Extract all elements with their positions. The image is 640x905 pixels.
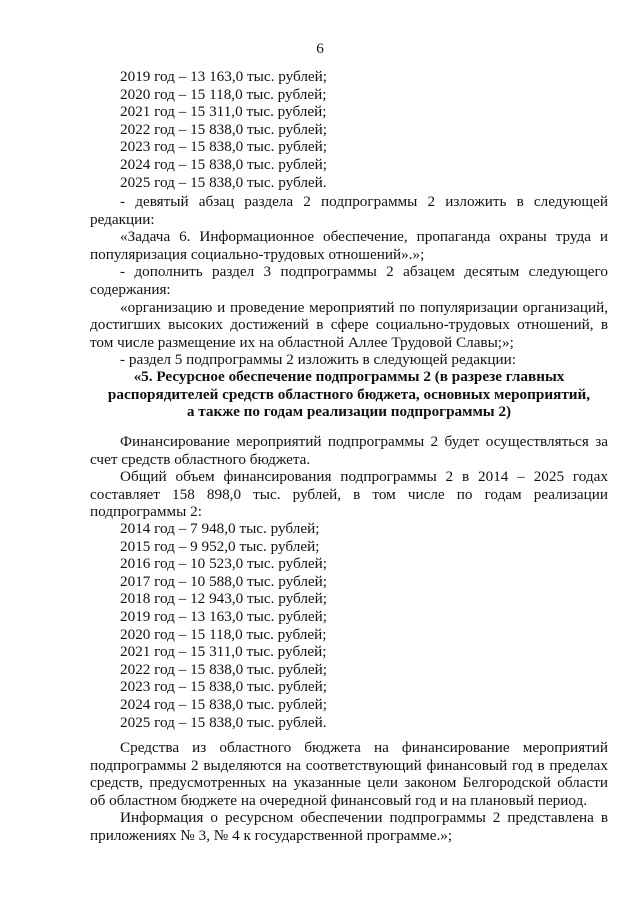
- paragraph-task-6: «Задача 6. Информационное обеспечение, пропаганда охраны труда и популяризация социально-трудовых отношений».»;: [90, 228, 608, 263]
- section-heading: [90, 368, 608, 421]
- paragraph-organization-events: «организацию и проведение мероприятий по популяризации организаций, достигших высоких достижений в сфере социально-трудовых отношений, в том числе размещение их на областной Аллее Трудовой Славы;»;: [90, 298, 608, 351]
- list-item: 2015 год – 9 952,0 тыс. рублей;: [120, 537, 320, 555]
- paragraph-financing-source: Финансирование мероприятий подпрограммы 2 будет осуществляться за счет средств областного бюджета.: [90, 433, 608, 468]
- list-item: 2025 год – 15 838,0 тыс. рублей.: [120, 713, 327, 731]
- list-item: 2019 год – 13 163,0 тыс. рублей;: [120, 607, 328, 625]
- list-item: 2017 год – 10 588,0 тыс. рублей;: [120, 572, 328, 590]
- list-item: 2020 год – 15 118,0 тыс. рублей;: [120, 85, 327, 103]
- list-item: 2014 год – 7 948,0 тыс. рублей;: [120, 520, 320, 537]
- list-item: 2022 год – 15 838,0 тыс. рублей;: [120, 120, 328, 138]
- heading-line-3: а также по годам реализации подпрограммы 2): [186, 403, 512, 421]
- list-item: 2020 год – 15 118,0 тыс. рублей;: [120, 625, 327, 643]
- list-item: 2023 год – 15 838,0 тыс. рублей;: [120, 678, 328, 696]
- page-number: 6: [316, 40, 324, 57]
- paragraph-section-5: - раздел 5 подпрограммы 2 изложить в следующей редакции:: [120, 351, 516, 369]
- funding-list-bottom: [120, 520, 327, 731]
- paragraph-ninth-abzac: - девятый абзац раздела 2 подпрограммы 2 изложить в следующей редакции:: [90, 193, 608, 228]
- financing-block: [90, 433, 608, 521]
- closing-block: [90, 739, 608, 845]
- list-item: 2025 год – 15 838,0 тыс. рублей.: [120, 173, 327, 191]
- paragraph-add-section-3: - дополнить раздел 3 подпрограммы 2 абзацем десятым следующего содержания:: [90, 263, 608, 298]
- list-item: 2023 год – 15 838,0 тыс. рублей;: [120, 138, 328, 156]
- list-item: 2019 год – 13 163,0 тыс. рублей;: [120, 68, 328, 85]
- heading-line-1: «5. Ресурсное обеспечение подпрограммы 2 (в разрезе главных: [133, 368, 565, 385]
- list-item: 2018 год – 12 943,0 тыс. рублей;: [120, 590, 328, 608]
- paragraph-total-volume: Общий объем финансирования подпрограммы 2 в 2014 – 2025 годах составляет 158 898,0 тыс. рублей, в том числе по годам реализации подпрограммы 2:: [90, 468, 608, 521]
- list-item: 2016 год – 10 523,0 тыс. рублей;: [120, 555, 328, 573]
- list-item: 2021 год – 15 311,0 тыс. рублей;: [120, 643, 327, 661]
- heading-line-2: распорядителей средств областного бюджета, основных мероприятий,: [107, 385, 591, 403]
- amendments-block: [90, 193, 608, 369]
- paragraph-resource-info: Информация о ресурсном обеспечении подпрограммы 2 представлена в приложениях № 3, № 4 к государственной программе.»;: [90, 809, 608, 844]
- list-item: 2021 год – 15 311,0 тыс. рублей;: [120, 103, 327, 121]
- list-item: 2024 год – 15 838,0 тыс. рублей;: [120, 695, 328, 713]
- list-item: 2024 год – 15 838,0 тыс. рублей;: [120, 155, 328, 173]
- paragraph-regional-budget: Средства из областного бюджета на финансирование мероприятий подпрограммы 2 выделяются на соответствующий финансовый год в пределах средств, предусмотренных на указанные цели законом Белгородской области об областном бюджете на очередной финансовый год и на плановый период.: [90, 739, 608, 809]
- list-item: 2022 год – 15 838,0 тыс. рублей;: [120, 660, 328, 678]
- funding-list-top: [120, 68, 327, 191]
